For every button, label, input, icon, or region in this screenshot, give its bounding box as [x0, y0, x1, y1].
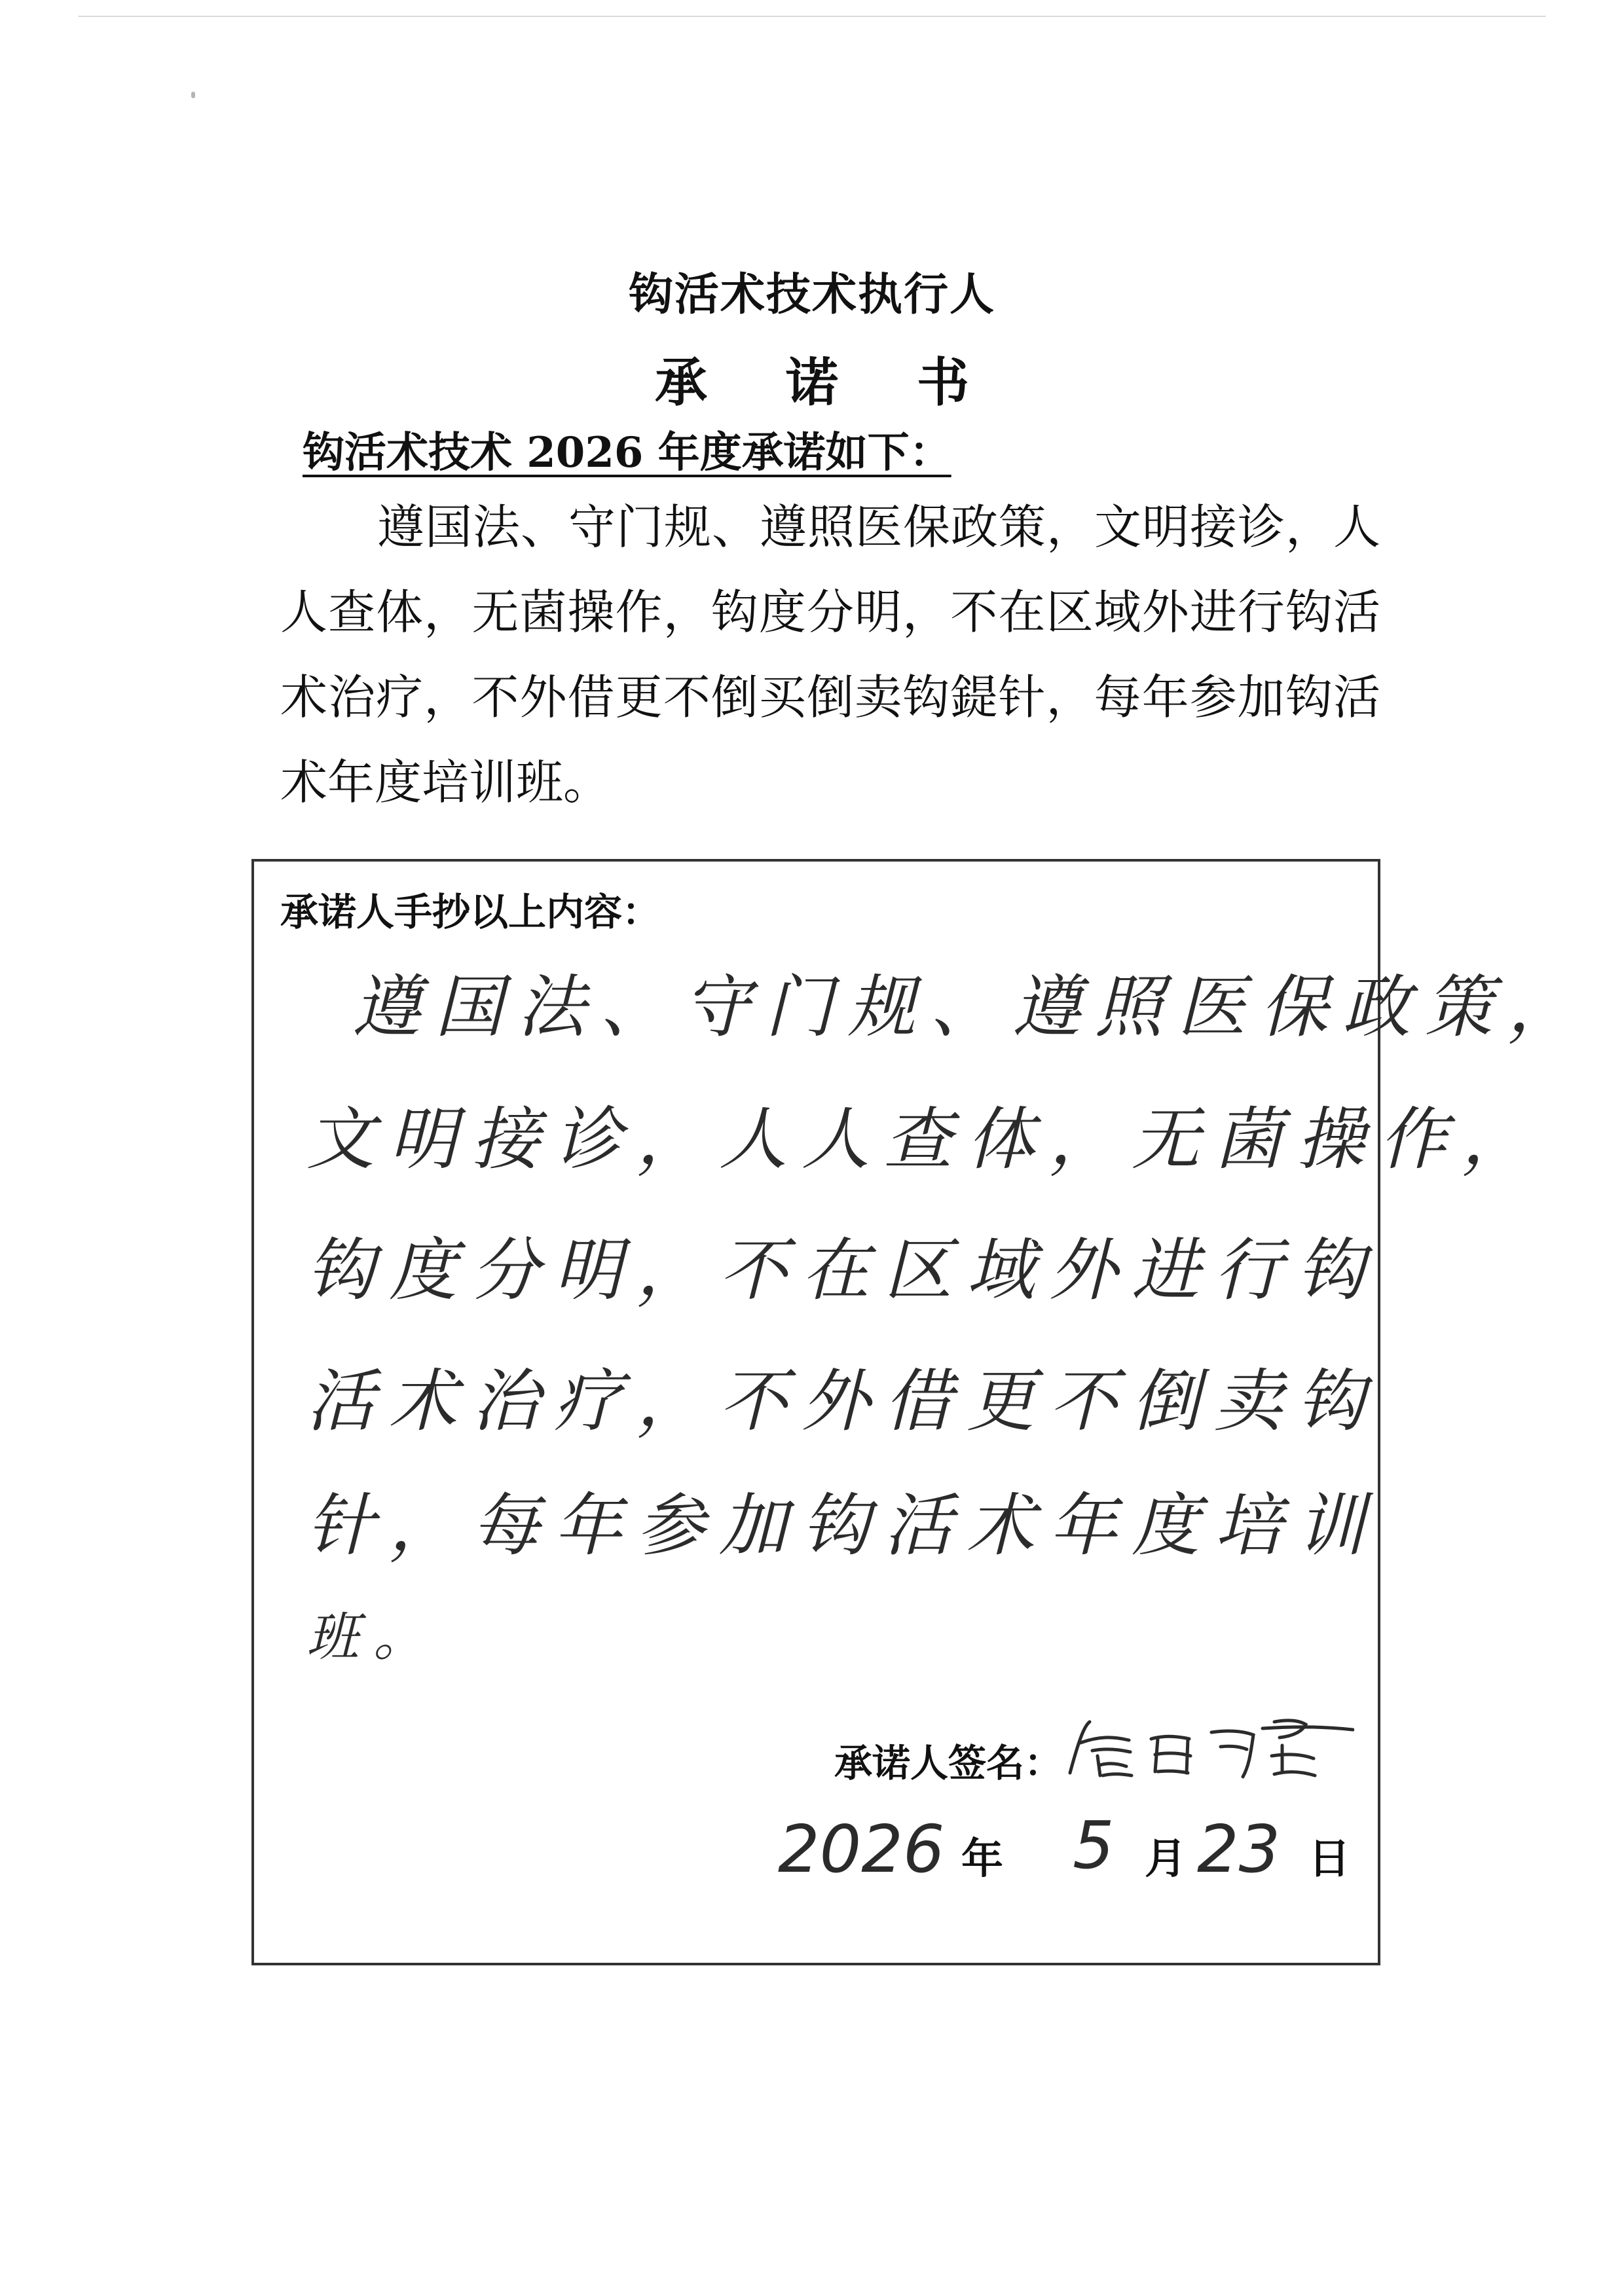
handwritten-line-6: 班。 — [306, 1607, 440, 1667]
intro-text: 钩活术技术 2026 年度承诺如下： — [303, 428, 951, 477]
scan-edge — [79, 16, 1545, 17]
signature-scribble — [1066, 1713, 1354, 1785]
document-subtitle: 钩活术技术执行人 — [628, 268, 995, 321]
signature — [1066, 1713, 1354, 1800]
document-title: 承诺书 — [655, 352, 1048, 413]
handwritten-line-2: 文明接诊，人人查体，无菌操作， — [306, 1099, 1545, 1179]
date-month: 5 — [1073, 1807, 1115, 1884]
handwritten-line-1: 遵国法、守门规、遵照医保政策， — [352, 967, 1591, 1047]
intro-line — [303, 419, 951, 479]
date-year: 2026 — [778, 1811, 945, 1887]
commitment-body: 遵国法、守门规、遵照医保政策，文明接诊，人人查体，无菌操作，钩度分明，不在区域外进行钩活术治疗，不外借更不倒买倒卖钩鍉针，每年参加钩活术年度培训班。 — [280, 500, 1380, 810]
handwritten-line-5: 针，每年参加钩活术年度培训 — [306, 1485, 1380, 1565]
handwritten-copy-box — [251, 859, 1591, 1965]
scan-speck — [191, 92, 195, 98]
handwritten-line-4: 活术治疗，不外借更不倒卖钩 — [306, 1361, 1380, 1441]
signature-date — [778, 1807, 1367, 1896]
handwritten-section-label: 承诺人手抄以上内容： — [280, 890, 661, 934]
date-month-unit: 月 — [1145, 1834, 1187, 1884]
date-day-unit: 日 — [1308, 1834, 1350, 1884]
date-year-unit: 年 — [961, 1834, 1003, 1884]
date-day: 23 — [1197, 1811, 1281, 1887]
handwritten-line-3: 钩度分明，不在区域外进行钩 — [306, 1230, 1380, 1310]
signature-label: 承诺人签名： — [834, 1741, 1063, 1785]
